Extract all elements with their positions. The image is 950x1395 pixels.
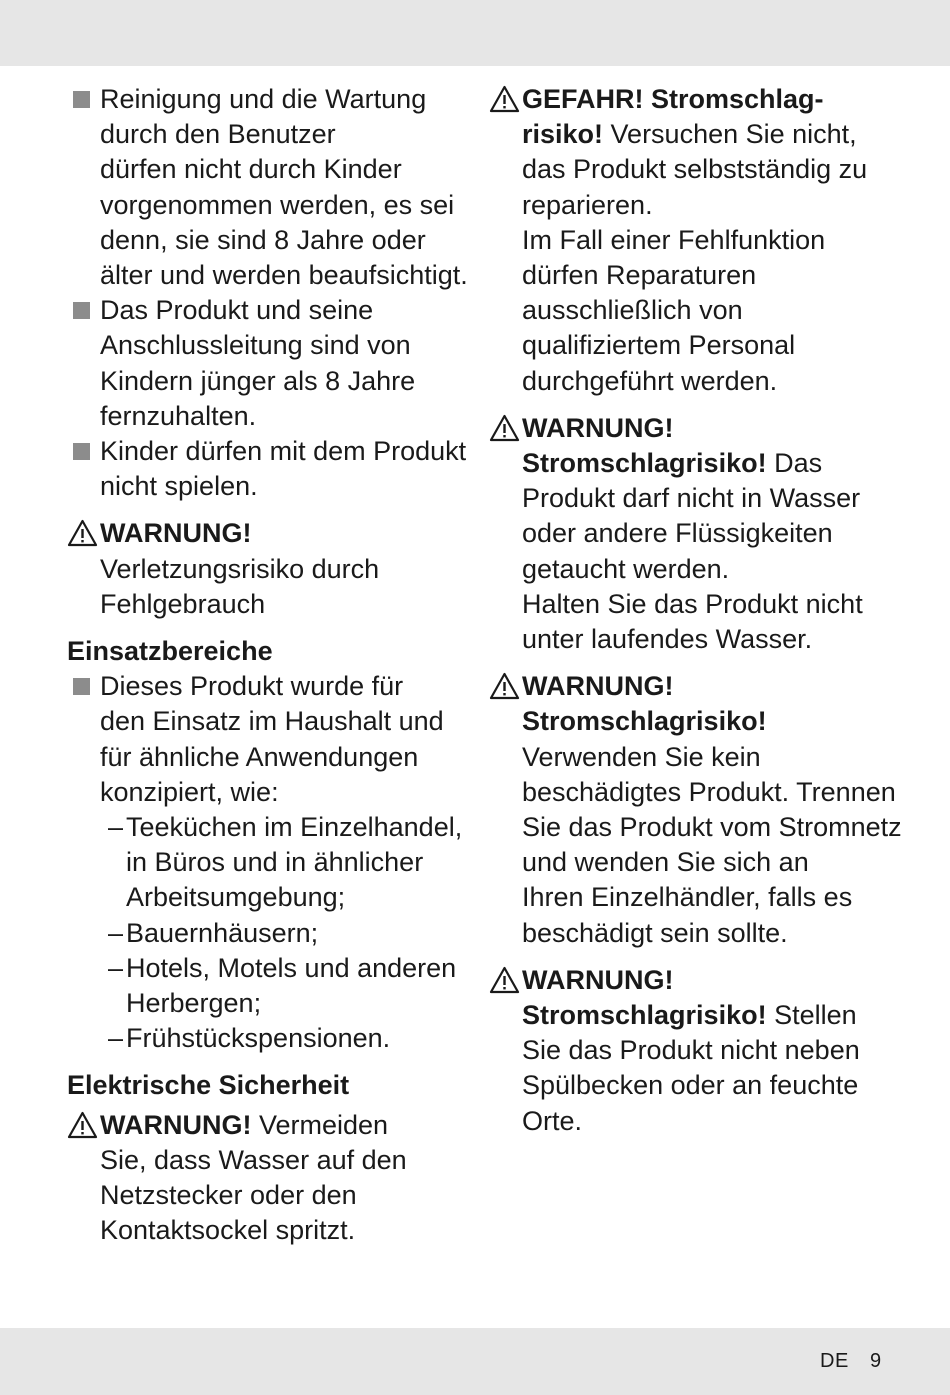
footer-band <box>0 1328 950 1395</box>
text-line: unter laufendes Wasser. <box>522 624 813 655</box>
warning-label: WARNUNG! <box>100 518 252 549</box>
text-line: Fehlgebrauch <box>100 588 266 619</box>
list-item <box>67 293 467 434</box>
warning-triangle-icon <box>489 672 520 700</box>
warning-block <box>489 669 909 951</box>
text-line: ausschließlich von <box>522 295 743 326</box>
square-bullet-icon <box>73 91 90 108</box>
text-fragment: Versuchen Sie nicht, <box>603 119 857 150</box>
dash-marker: – <box>108 1023 124 1054</box>
text-line: Herbergen; <box>126 988 262 1019</box>
warning-label: Stromschlagrisiko! <box>522 448 767 479</box>
text-line: Ihren Einzelhändler, falls es <box>522 882 853 913</box>
dash-marker: – <box>108 952 124 983</box>
left-column <box>67 82 467 1249</box>
danger-label: GEFAHR! Stromschlag- <box>522 84 824 114</box>
section-heading: Elektrische Sicherheit <box>67 1070 350 1101</box>
dash-list-item <box>67 1021 467 1056</box>
text-line: Sie, dass Wasser auf den <box>100 1144 407 1175</box>
text-line: Verletzungsrisiko durch <box>100 553 380 584</box>
dash-list-item <box>67 810 467 916</box>
text-line: Halten Sie das Produkt nicht <box>522 588 863 619</box>
text-line: Sie das Produkt vom Stromnetz <box>522 812 902 843</box>
text-line: den Einsatz im Haushalt und <box>100 706 444 737</box>
text-line: vorgenommen werden, es sei <box>100 189 455 220</box>
dash-marker: – <box>108 812 124 843</box>
list-item <box>67 434 467 504</box>
square-bullet-icon <box>73 302 90 319</box>
danger-label: risiko! <box>522 119 604 150</box>
text-line: oder andere Flüssigkeiten <box>522 518 833 549</box>
text-line: reparieren. <box>522 189 653 220</box>
text-line: beschädigt sein sollte. <box>522 917 788 948</box>
text-line: denn, sie sind 8 Jahre oder <box>100 224 426 255</box>
text-line: Kindern jünger als 8 Jahre <box>100 365 416 396</box>
warning-triangle-icon <box>67 1111 98 1139</box>
text-line: Hotels, Motels und anderen <box>126 952 457 983</box>
text-line: Kinder dürfen mit dem Produkt <box>100 436 467 467</box>
text-line: in Büros und in ähnlicher <box>126 847 424 878</box>
dash-list-item <box>67 916 467 951</box>
text-line: und wenden Sie sich an <box>522 847 809 878</box>
text-line: Orte. <box>522 1105 583 1136</box>
page-number: 9 <box>870 1350 882 1372</box>
text-line: Arbeitsumgebung; <box>126 882 346 913</box>
dash-marker: – <box>108 917 124 948</box>
warning-label: Stromschlagrisiko! <box>522 706 767 737</box>
warning-triangle-icon <box>67 519 98 547</box>
square-bullet-icon <box>73 443 90 460</box>
warning-triangle-icon <box>489 414 520 442</box>
warning-block <box>67 1108 467 1249</box>
text-line: qualifiziertem Personal <box>522 330 796 361</box>
warning-label: WARNUNG! <box>100 1109 252 1140</box>
text-line: beschädigtes Produkt. Trennen <box>522 776 896 807</box>
text-line: fernzuhalten. <box>100 400 257 431</box>
language-code: DE <box>820 1350 849 1372</box>
warning-label: WARNUNG! <box>522 412 674 443</box>
text-line: älter und werden beaufsichtigt. <box>100 260 468 291</box>
right-column <box>489 82 909 1139</box>
text-line: Produkt darf nicht in Wasser <box>522 483 861 514</box>
text-line: Dieses Produkt wurde für <box>100 671 404 702</box>
square-bullet-icon <box>73 678 90 695</box>
text-line: Reinigung und die Wartung <box>100 84 427 114</box>
warning-label: Stromschlagrisiko! <box>522 1000 767 1031</box>
warning-label: WARNUNG! <box>522 671 674 702</box>
text-line: Spülbecken oder an feuchte <box>522 1070 859 1101</box>
list-item <box>67 669 467 810</box>
text-line: Anschlussleitung sind von <box>100 330 411 361</box>
text-line: Frühstückspensionen. <box>126 1023 391 1054</box>
text-line: Netzstecker oder den <box>100 1180 357 1211</box>
text-line: Bauernhäusern; <box>126 917 319 948</box>
text-line: Teeküchen im Einzelhandel, <box>126 812 463 843</box>
text-line: durch den Benutzer <box>100 119 336 150</box>
text-line: Kontaktsockel spritzt. <box>100 1215 356 1246</box>
text-fragment: Das <box>766 448 823 479</box>
warning-block <box>67 516 467 622</box>
text-line: durchgeführt werden. <box>522 365 778 396</box>
list-item <box>67 82 467 293</box>
text-line: dürfen nicht durch Kinder <box>100 154 402 185</box>
dash-list-item <box>67 951 467 1021</box>
text-line: Verwenden Sie kein <box>522 741 761 772</box>
text-line: Das Produkt und seine <box>100 295 374 326</box>
text-line: getaucht werden. <box>522 553 730 584</box>
text-line: Sie das Produkt nicht neben <box>522 1035 860 1066</box>
text-line: dürfen Reparaturen <box>522 260 757 291</box>
warning-block <box>489 963 909 1139</box>
warning-triangle-icon <box>489 966 520 994</box>
text-line: konzipiert, wie: <box>100 776 279 807</box>
section-heading: Einsatzbereiche <box>67 636 273 667</box>
text-line: Im Fall einer Fehlfunktion <box>522 224 826 255</box>
header-band <box>0 0 950 66</box>
text-line: das Produkt selbstständig zu <box>522 154 868 185</box>
warning-label: WARNUNG! <box>522 964 674 995</box>
warning-block <box>489 411 909 657</box>
text-fragment: Stellen <box>766 1000 857 1031</box>
text-line: nicht spielen. <box>100 471 258 502</box>
text-line: für ähnliche Anwendungen <box>100 741 419 772</box>
warning-triangle-icon <box>489 85 520 113</box>
danger-block <box>489 82 909 399</box>
text-fragment: Vermeiden <box>251 1109 389 1140</box>
